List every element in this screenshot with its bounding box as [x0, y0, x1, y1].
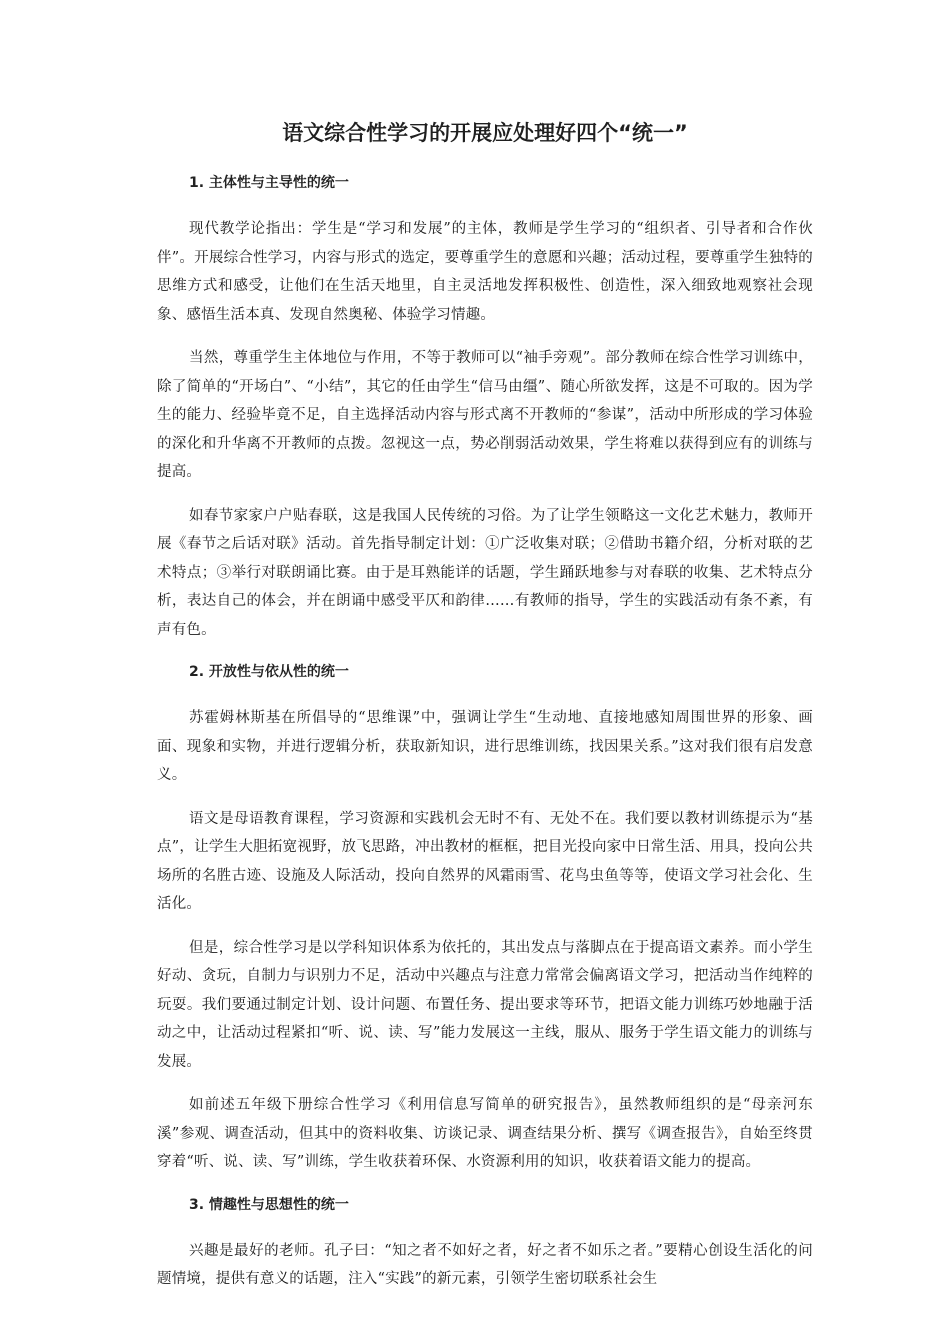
- section-2: [157, 659, 813, 1177]
- paragraph: 但是，综合性学习是以学科知识体系为依托的，其出发点与落脚点在于提高语文素养。而小学生好动、贪玩，自制力与识别力不足，活动中兴趣点与注意力常常会偏离语文学习，把活动当作纯粹的玩耍。我们要通过制定计划、设计问题、布置任务、提出要求等环节，把语文能力训练巧妙地融于活动之中，让活动过程紧扣“听、说、读、写”能力发展这一主线，服从、服务于学生语文能力的训练与发展。: [157, 939, 813, 1070]
- paragraph: 兴趣是最好的老师。孔子曰：“知之者不如好之者，好之者不如乐之者。”要精心创设生活化的问题情境，提供有意义的话题，注入“实践”的新元素，引领学生密切联系社会生: [157, 1242, 813, 1287]
- paragraph: 语文是母语教育课程，学习资源和实践机会无时不有、无处不在。我们要以教材训练提示为“基点”，让学生大胆拓宽视野，放飞思路，冲出教材的框框，把目光投向家中日常生活、用具，投向公共场所的名胜古迹、设施及人际活动，投向自然界的风霜雨雪、花鸟虫鱼等等，使语文学习社会化、生活化。: [157, 810, 813, 912]
- paragraph: 苏霍姆林斯基在所倡导的“思维课”中，强调让学生“生动地、直接地感知周围世界的形象、画面、现象和实物，并进行逻辑分析，获取新知识，进行思维训练，找因果关系。”这对我们很有启发意义。: [157, 710, 813, 783]
- paragraph: 当然，尊重学生主体地位与作用，不等于教师可以“袖手旁观”。部分教师在综合性学习训练中，除了简单的“开场白”、“小结”，其它的任由学生“信马由缰”、随心所欲发挥，这是不可取的。因为学生的能力、经验毕竟不足，自主选择活动内容与形式离不开教师的“参谋”，活动中所形成的学习体验的深化和升华离不开教师的点拨。忽视这一点，势必削弱活动效果，学生将难以获得到应有的训练与提高。: [157, 350, 813, 480]
- document-page: [157, 118, 813, 1309]
- section-heading: 3. 情趣性与思想性的统一: [189, 1196, 349, 1213]
- section-heading: 1. 主体性与主导性的统一: [189, 175, 349, 191]
- paragraph: 如春节家家户户贴春联，这是我国人民传统的习俗。为了让学生领略这一文化艺术魅力，教师开展《春节之后话对联》活动。首先指导制定计划：①广泛收集对联；②借助书籍介绍，分析对联的艺术特点；③举行对联朗诵比赛。由于是耳熟能详的话题，学生踊跃地参与对春联的收集、艺术特点分析，表达自己的体会，并在朗诵中感受平仄和韵律……有教师的指导，学生的实践活动有条不紊，有声有色。: [157, 507, 813, 638]
- section-1: [157, 170, 813, 644]
- paragraph: 现代教学论指出：学生是“学习和发展”的主体，教师是学生学习的“组织者、引导者和合作伙伴”。开展综合性学习，内容与形式的选定，要尊重学生的意愿和兴趣；活动过程，要尊重学生独特的思维方式和感受，让他们在生活天地里，自主灵活地发挥积极性、创造性，深入细致地观察社会现象、感悟生活本真、发现自然奥秘、体验学习情趣。: [157, 221, 813, 323]
- section-heading: 2. 开放性与依从性的统一: [189, 664, 349, 680]
- section-3: [157, 1192, 813, 1294]
- paragraph: 如前述五年级下册综合性学习《利用信息写简单的研究报告》，虽然教师组织的是“母亲河东溪”参观、调查活动，但其中的资料收集、访谈记录、调查结果分析、撰写《调查报告》，自始至终贯穿着“听、说、读、写”训练，学生收获着环保、水资源利用的知识，收获着语文能力的提高。: [157, 1097, 813, 1170]
- document-title: 语文综合性学习的开展应处理好四个“统一”: [282, 121, 688, 145]
